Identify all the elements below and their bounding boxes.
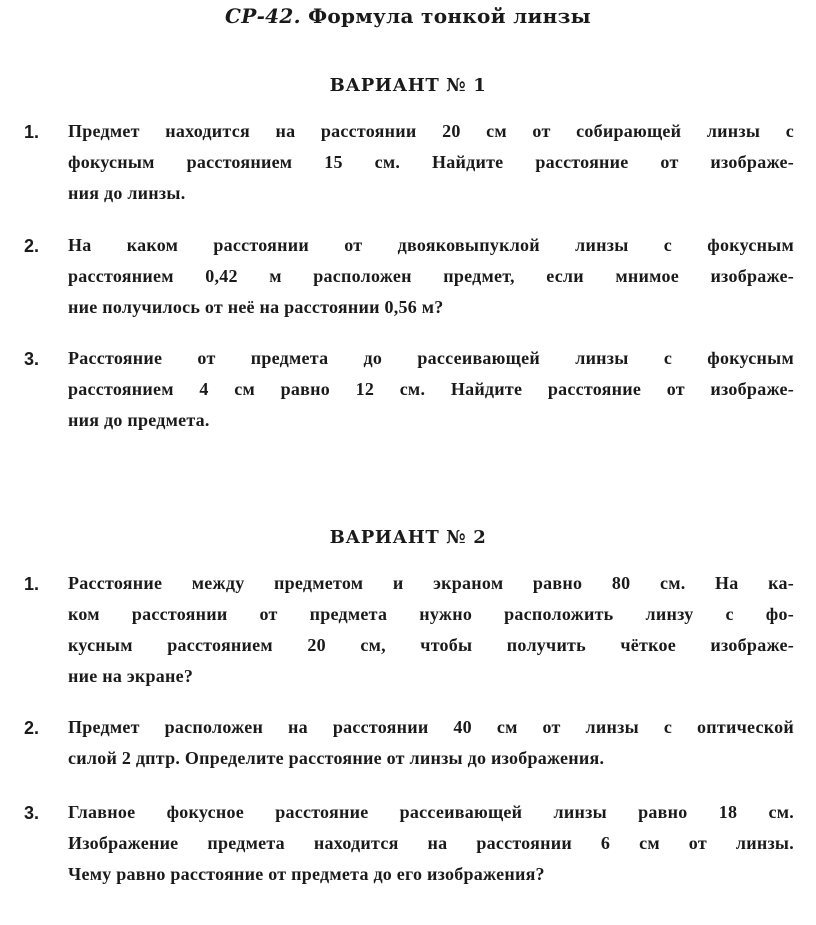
problem-line: расстоянием 0,42 м расположен предмет, если мнимое изображе- [68, 266, 794, 286]
variant-1-problem-2 [24, 230, 794, 323]
problem-line: Главное фокусное расстояние рассеивающей линзы равно 18 см. [68, 802, 794, 822]
problem-line: ком расстоянии от предмета нужно расположить линзу с фо- [68, 604, 794, 624]
title-code: СР-42. [225, 4, 301, 28]
problem-line: расстоянием 4 см равно 12 см. Найдите расстояние от изображе- [68, 379, 794, 399]
problem-number: 3. [24, 803, 40, 823]
problem-number: 2. [24, 718, 40, 738]
problem-line: Расстояние от предмета до рассеивающей линзы с фокусным [68, 348, 794, 368]
problem-number: 3. [24, 349, 40, 369]
problem-line: Предмет расположен на расстоянии 40 см от линзы с оптической [68, 717, 794, 737]
problem-line: ния до линзы. [68, 183, 186, 203]
variant-2-problem-1 [24, 568, 794, 692]
problem-text [68, 116, 794, 209]
problem-line: Расстояние между предметом и экраном равно 80 см. На ка- [68, 573, 794, 593]
problem-line: Изображение предмета находится на расстоянии 6 см от линзы. [68, 833, 794, 853]
problem-number: 1. [24, 122, 40, 142]
problem-text [68, 712, 794, 774]
variant-2-problem-3 [24, 797, 794, 890]
problem-line: фокусным расстоянием 15 см. Найдите расстояние от изображе- [68, 152, 794, 172]
problem-line: Предмет находится на расстоянии 20 см от собирающей линзы с [68, 121, 794, 141]
page-title [0, 4, 816, 28]
variant-1-heading: ВАРИАНТ № 1 [329, 75, 487, 96]
problem-text [68, 797, 794, 890]
variant-2-heading: ВАРИАНТ № 2 [329, 527, 487, 548]
variant-1-problem-1 [24, 116, 794, 209]
variant-2-problem-2 [24, 712, 794, 774]
problem-number: 2. [24, 236, 40, 256]
problem-line: На каком расстоянии от двояковыпуклой линзы с фокусным [68, 235, 794, 255]
problem-line: кусным расстоянием 20 см, чтобы получить чёткое изображе- [68, 635, 794, 655]
problem-text [68, 230, 794, 323]
problem-text [68, 343, 794, 436]
problem-line: Чему равно расстояние от предмета до его изображения? [68, 864, 545, 884]
problem-line: ние на экране? [68, 666, 194, 686]
title-name: Формула тонкой линзы [308, 4, 591, 28]
problem-text [68, 568, 794, 692]
variant-1-problem-3 [24, 343, 794, 436]
problem-line: ние получилось от неё на расстоянии 0,56 м? [68, 297, 444, 317]
problem-number: 1. [24, 574, 40, 594]
problem-line: силой 2 дптр. Определите расстояние от линзы до изображения. [68, 748, 605, 768]
problem-line: ния до предмета. [68, 410, 210, 430]
